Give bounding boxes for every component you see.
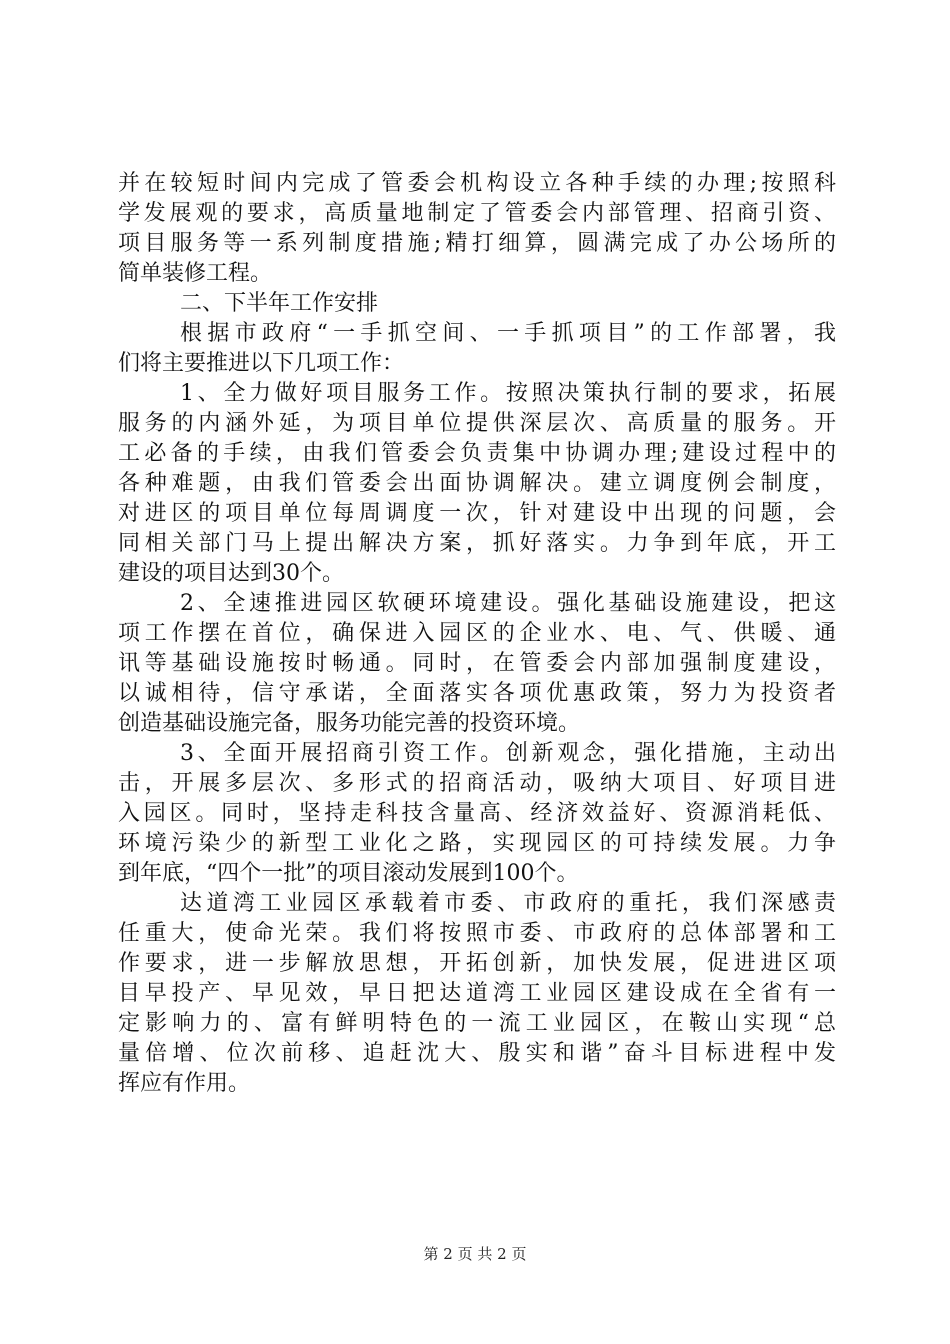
text-line: 创造基础设施完备，服务功能完善的投资环境。 [118, 711, 581, 736]
text-line: 简单装修工程。 [118, 261, 273, 286]
text-line: 入园区。同时，坚持走科技含量高、经济效益好、资源消耗低、 [118, 801, 836, 826]
text-line: 讯等基础设施按时畅通。同时，在管委会内部加强制度建设， [118, 651, 836, 676]
text-line: 2、全速推进园区软硬环境建设。强化基础设施建设，把这 [180, 591, 836, 616]
text-line: 服务的内涵外延，为项目单位提供深层次、高质量的服务。开 [118, 411, 836, 436]
text-line: 项目服务等一系列制度措施;精打细算，圆满完成了办公场所的 [118, 231, 836, 256]
text-line: 定影响力的、富有鲜明特色的一流工业园区，在鞍山实现“总 [118, 1011, 836, 1036]
text-line: 1、全力做好项目服务工作。按照决策执行制的要求，拓展 [180, 381, 836, 406]
text-line: 环境污染少的新型工业化之路，实现园区的可持续发展。力争 [118, 831, 836, 856]
text-line: 作要求，进一步解放思想，开拓创新，加快发展，促进进区项 [118, 951, 836, 976]
text-line: 达道湾工业园区承载着市委、市政府的重托，我们深感责 [180, 891, 836, 916]
text-line: 击，开展多层次、多形式的招商活动，吸纳大项目、好项目进 [118, 771, 836, 796]
text-line: 以诚相待，信守承诺，全面落实各项优惠政策，努力为投资者 [118, 681, 836, 706]
document-body [118, 169, 836, 1099]
text-line: 学发展观的要求，高质量地制定了管委会内部管理、招商引资、 [118, 201, 836, 226]
text-line: 工必备的手续，由我们管委会负责集中协调办理;建设过程中的 [118, 441, 836, 466]
text-line: 任重大，使命光荣。我们将按照市委、市政府的总体部署和工 [118, 921, 836, 946]
text-line: 对进区的项目单位每周调度一次，针对建设中出现的问题，会 [118, 501, 836, 526]
text-line: 建设的项目达到30个。 [118, 561, 344, 586]
text-line: 根据市政府“一手抓空间、一手抓项目”的工作部署，我 [180, 321, 836, 346]
text-line: 量倍增、位次前移、追赶沈大、殷实和谐”奋斗目标进程中发 [118, 1041, 836, 1066]
page-footer: 第 2 页 共 2 页 [423, 1245, 527, 1263]
text-line: 并在较短时间内完成了管委会机构设立各种手续的办理;按照科 [118, 171, 836, 196]
text-line: 们将主要推进以下几项工作： [118, 351, 405, 376]
text-line: 各种难题，由我们管委会出面协调解决。建立调度例会制度， [118, 471, 836, 496]
text-line: 同相关部门马上提出解决方案，抓好落实。力争到年底，开工 [118, 531, 836, 556]
text-line: 目早投产、早见效，早日把达道湾工业园区建设成在全省有一 [118, 981, 836, 1006]
text-line: 项工作摆在首位，确保进入园区的企业水、电、气、供暖、通 [118, 621, 836, 646]
text-line: 到年底，“四个一批”的项目滚动发展到100个。 [118, 861, 579, 886]
section-heading: 二、下半年工作安排 [180, 291, 379, 316]
text-line: 挥应有作用。 [118, 1071, 251, 1096]
text-line: 3、全面开展招商引资工作。创新观念，强化措施，主动出 [180, 741, 836, 766]
